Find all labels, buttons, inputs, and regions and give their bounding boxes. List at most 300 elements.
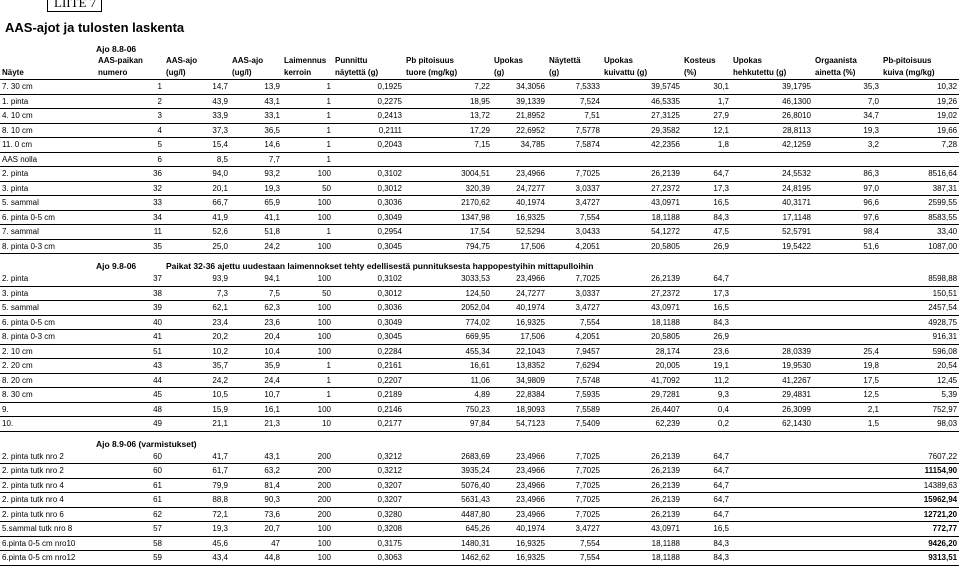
- table-cell: 46,5335: [602, 94, 682, 109]
- table-cell: 15962,94: [881, 493, 959, 508]
- table-cell: 34: [96, 210, 164, 225]
- table-cell: 34,3056: [492, 80, 547, 95]
- table-cell: 10,2: [164, 344, 230, 359]
- table-cell: 0,1925: [333, 80, 404, 95]
- blank-cell: [0, 438, 96, 450]
- table-cell: [731, 493, 813, 508]
- table-cell: 23,4966: [492, 478, 547, 493]
- table-cell: 100: [282, 167, 333, 182]
- table-row: [0, 551, 959, 566]
- table-cell: 7,554: [547, 551, 602, 566]
- table-cell: 0,3049: [333, 315, 404, 330]
- table-cell: 0,3280: [333, 507, 404, 522]
- section-label: Ajo 9.8-06: [96, 261, 137, 271]
- table-cell: 33,1: [230, 109, 282, 124]
- table-cell: 7,5409: [547, 417, 602, 432]
- table-cell: 26,8010: [731, 109, 813, 124]
- table-cell: 97,84: [404, 417, 492, 432]
- table-cell: 16,9325: [492, 315, 547, 330]
- table-row: [0, 286, 959, 301]
- table-cell: 98,03: [881, 417, 959, 432]
- column-header: (ug/l): [164, 67, 230, 80]
- table-cell: 29,7281: [602, 388, 682, 403]
- table-cell: 200: [282, 493, 333, 508]
- table-cell: 0,3036: [333, 196, 404, 211]
- table-cell: 0,3208: [333, 522, 404, 537]
- table-cell: [731, 450, 813, 464]
- table-cell: 18,9093: [492, 402, 547, 417]
- table-cell: 0,3049: [333, 210, 404, 225]
- table-cell: 0,3063: [333, 551, 404, 566]
- column-header: (%): [682, 67, 731, 80]
- table-cell: 0,2275: [333, 94, 404, 109]
- table-cell: 10: [282, 417, 333, 432]
- table-cell: 23,4966: [492, 507, 547, 522]
- table-cell: [731, 315, 813, 330]
- table-row: [0, 181, 959, 196]
- table-cell: 18,1188: [602, 536, 682, 551]
- table-cell: 19,3: [813, 123, 881, 138]
- table-cell: 3,4727: [547, 196, 602, 211]
- sample-name: 10.: [0, 417, 96, 432]
- table-cell: 455,34: [404, 344, 492, 359]
- table-cell: 0,2954: [333, 225, 404, 240]
- table-cell: 752,97: [881, 402, 959, 417]
- table-cell: 6: [96, 152, 164, 167]
- table-cell: 7,51: [547, 109, 602, 124]
- table-cell: 3,0337: [547, 181, 602, 196]
- sample-name: 2. pinta: [0, 272, 96, 286]
- table-cell: 26,9: [682, 239, 731, 254]
- table-cell: 36: [96, 167, 164, 182]
- table-row: [0, 330, 959, 345]
- column-header: Näyte: [0, 67, 96, 80]
- table-row: [0, 239, 959, 254]
- table-cell: 20,7: [230, 522, 282, 537]
- table-cell: 26,3099: [731, 402, 813, 417]
- table-cell: 18,1188: [602, 210, 682, 225]
- table-cell: 21,8952: [492, 109, 547, 124]
- table-cell: 5,39: [881, 388, 959, 403]
- table-cell: 2170,62: [404, 196, 492, 211]
- table-cell: 1: [282, 123, 333, 138]
- table-cell: 7,5589: [547, 402, 602, 417]
- section-label-row: [0, 438, 959, 450]
- table-row: [0, 478, 959, 493]
- table-cell: 1462,62: [404, 551, 492, 566]
- table-cell: 1: [282, 80, 333, 95]
- table-cell: [813, 315, 881, 330]
- table-cell: 11,2: [682, 373, 731, 388]
- table-cell: 43,4: [164, 551, 230, 566]
- column-header: ainetta (%): [813, 67, 881, 80]
- column-header: Kosteus: [684, 56, 716, 65]
- table-cell: 60: [96, 450, 164, 464]
- table-cell: 44: [96, 373, 164, 388]
- table-cell: 0,2413: [333, 109, 404, 124]
- section-label: Ajo 8.9-06 (varmistukset): [96, 438, 197, 449]
- table-cell: 41: [96, 330, 164, 345]
- table-cell: 26,2139: [602, 478, 682, 493]
- table-cell: 1087,00: [881, 239, 959, 254]
- table-cell: 0,3045: [333, 239, 404, 254]
- table-cell: 49: [96, 417, 164, 432]
- table-cell: 100: [282, 402, 333, 417]
- table-cell: 17,54: [404, 225, 492, 240]
- table-row: [0, 109, 959, 124]
- table-cell: 62: [96, 507, 164, 522]
- table-cell: [404, 152, 492, 167]
- table-cell: 645,26: [404, 522, 492, 537]
- table-cell: [813, 286, 881, 301]
- appendix-label: LIITE 7: [47, 0, 102, 12]
- sample-name: 2. pinta tutk nro 2: [0, 450, 96, 464]
- table-cell: 35: [96, 239, 164, 254]
- table-cell: [813, 551, 881, 566]
- table-row: [0, 138, 959, 153]
- table-cell: 27,2372: [602, 181, 682, 196]
- section-note: Paikat 32-36 ajettu uudestaan laimennokset tehty edellisestä punnituksesta happopestyihin mittapulloihin: [166, 261, 594, 271]
- table-cell: 0,2043: [333, 138, 404, 153]
- table-cell: 596,08: [881, 344, 959, 359]
- table-cell: 26,2139: [602, 493, 682, 508]
- table-cell: 24,7277: [492, 181, 547, 196]
- table-row: [0, 225, 959, 240]
- table-cell: 1,5: [813, 417, 881, 432]
- table-cell: 16,5: [682, 301, 731, 316]
- table-cell: 37: [96, 272, 164, 286]
- table-cell: 0,2111: [333, 123, 404, 138]
- table-row: [0, 123, 959, 138]
- table-cell: [881, 152, 959, 167]
- table-cell: 16,9325: [492, 210, 547, 225]
- table-cell: 7,7025: [547, 493, 602, 508]
- table-cell: 2,1: [813, 402, 881, 417]
- table-cell: 61: [96, 493, 164, 508]
- table-cell: 84,3: [682, 551, 731, 566]
- sample-name: 2. pinta tutk nro 4: [0, 478, 96, 493]
- table-cell: 64,7: [682, 167, 731, 182]
- table-cell: 7,7025: [547, 507, 602, 522]
- table-cell: 5076,40: [404, 478, 492, 493]
- table-cell: 19,26: [881, 94, 959, 109]
- table-cell: 774,02: [404, 315, 492, 330]
- table-cell: 23,4966: [492, 464, 547, 479]
- table-cell: 41,7: [164, 450, 230, 464]
- column-header: näytettä (g): [333, 67, 404, 80]
- table-row: [0, 152, 959, 167]
- table-cell: 4,89: [404, 388, 492, 403]
- table-cell: 23,6: [230, 315, 282, 330]
- table-cell: [813, 272, 881, 286]
- table-cell: 93,9: [164, 272, 230, 286]
- table-cell: 0,3012: [333, 181, 404, 196]
- table-cell: 100: [282, 551, 333, 566]
- results-table-body: [0, 43, 959, 565]
- column-header: Upokas: [604, 56, 633, 65]
- table-cell: [813, 536, 881, 551]
- table-cell: 669,95: [404, 330, 492, 345]
- table-cell: 3,0337: [547, 286, 602, 301]
- table-cell: 29,3582: [602, 123, 682, 138]
- sample-name: 6. pinta 0-5 cm: [0, 210, 96, 225]
- table-cell: 8516,64: [881, 167, 959, 182]
- table-cell: 32: [96, 181, 164, 196]
- table-row: [0, 272, 959, 286]
- column-header: Pb pitoisuus: [406, 56, 454, 65]
- table-cell: 27,9: [682, 109, 731, 124]
- table-cell: 0,3212: [333, 464, 404, 479]
- table-cell: 14,6: [230, 138, 282, 153]
- table-cell: [813, 507, 881, 522]
- table-cell: 1: [282, 225, 333, 240]
- table-cell: 18,1188: [602, 315, 682, 330]
- sample-name: 7. 30 cm: [0, 80, 96, 95]
- table-cell: 39,1339: [492, 94, 547, 109]
- table-cell: 64,7: [682, 450, 731, 464]
- table-cell: 26,9: [682, 330, 731, 345]
- table-row: [0, 417, 959, 432]
- table-cell: 43,0971: [602, 301, 682, 316]
- table-cell: 25,0: [164, 239, 230, 254]
- column-header: Upokas: [494, 56, 523, 65]
- sample-name: 6.pinta 0-5 cm nro12: [0, 551, 96, 566]
- table-cell: 100: [282, 239, 333, 254]
- table-cell: 3004,51: [404, 167, 492, 182]
- table-cell: 10,7: [230, 388, 282, 403]
- table-cell: 0,3012: [333, 286, 404, 301]
- table-cell: 60: [96, 464, 164, 479]
- table-cell: 0,2: [682, 417, 731, 432]
- table-cell: 11154,90: [881, 464, 959, 479]
- table-cell: 7,524: [547, 94, 602, 109]
- table-cell: 7,7025: [547, 272, 602, 286]
- sample-name: 2. pinta tutk nro 4: [0, 493, 96, 508]
- table-cell: 124,50: [404, 286, 492, 301]
- table-cell: 100: [282, 210, 333, 225]
- table-cell: 4,2051: [547, 330, 602, 345]
- table-cell: 16,5: [682, 522, 731, 537]
- table-cell: 1: [282, 94, 333, 109]
- table-cell: 19,3: [230, 181, 282, 196]
- table-cell: 43,0971: [602, 522, 682, 537]
- table-cell: 97,0: [813, 181, 881, 196]
- table-cell: 19,9530: [731, 359, 813, 374]
- table-cell: 51,8: [230, 225, 282, 240]
- table-cell: 52,6: [164, 225, 230, 240]
- table-cell: 21,3: [230, 417, 282, 432]
- table-row: [0, 536, 959, 551]
- table-row: [0, 522, 959, 537]
- table-row: [0, 493, 959, 508]
- table-cell: 84,3: [682, 210, 731, 225]
- table-cell: 7,6294: [547, 359, 602, 374]
- table-cell: 2052,04: [404, 301, 492, 316]
- table-cell: 12,5: [813, 388, 881, 403]
- table-cell: 22,6952: [492, 123, 547, 138]
- column-header: hehkutettu (g): [731, 67, 813, 80]
- table-cell: 18,95: [404, 94, 492, 109]
- table-cell: 100: [282, 315, 333, 330]
- table-cell: 772,77: [881, 522, 959, 537]
- table-cell: [731, 330, 813, 345]
- table-cell: 14,7: [164, 80, 230, 95]
- table-cell: 84,3: [682, 315, 731, 330]
- table-cell: 0,2161: [333, 359, 404, 374]
- table-cell: 5631,43: [404, 493, 492, 508]
- table-cell: 57: [96, 522, 164, 537]
- table-cell: 13,72: [404, 109, 492, 124]
- table-cell: 34,785: [492, 138, 547, 153]
- table-cell: 43,0971: [602, 196, 682, 211]
- table-cell: 150,51: [881, 286, 959, 301]
- table-cell: 7,15: [404, 138, 492, 153]
- sample-name: 8. 30 cm: [0, 388, 96, 403]
- table-cell: 8598,88: [881, 272, 959, 286]
- table-cell: 19,5422: [731, 239, 813, 254]
- table-cell: 45,6: [164, 536, 230, 551]
- column-header: Laimennus: [284, 56, 327, 65]
- table-cell: 7,7025: [547, 167, 602, 182]
- table-cell: 7,28: [881, 138, 959, 153]
- column-header: AAS-paikan: [98, 56, 143, 65]
- table-cell: 50: [282, 181, 333, 196]
- table-cell: 23,4966: [492, 493, 547, 508]
- table-cell: 7,9457: [547, 344, 602, 359]
- table-cell: [813, 493, 881, 508]
- table-cell: 1: [282, 109, 333, 124]
- table-row: [0, 80, 959, 95]
- table-row: [0, 94, 959, 109]
- table-cell: 2599,55: [881, 196, 959, 211]
- table-cell: 5: [96, 138, 164, 153]
- table-cell: 46,1300: [731, 94, 813, 109]
- table-cell: 62,3: [230, 301, 282, 316]
- table-row: [0, 359, 959, 374]
- table-cell: 22,1043: [492, 344, 547, 359]
- table-cell: 64,7: [682, 507, 731, 522]
- sample-name: 3. pinta: [0, 286, 96, 301]
- table-cell: 7,554: [547, 536, 602, 551]
- table-cell: 100: [282, 344, 333, 359]
- table-cell: [682, 152, 731, 167]
- sample-name: 5. sammal: [0, 301, 96, 316]
- table-cell: 51: [96, 344, 164, 359]
- table-cell: 26,2139: [602, 167, 682, 182]
- table-cell: 1,8: [682, 138, 731, 153]
- table-cell: 4,2051: [547, 239, 602, 254]
- sample-name: 2. pinta tutk nro 6: [0, 507, 96, 522]
- table-row: [0, 464, 959, 479]
- table-cell: [813, 522, 881, 537]
- table-cell: 23,6: [682, 344, 731, 359]
- table-cell: 24,7277: [492, 286, 547, 301]
- table-cell: 3,0433: [547, 225, 602, 240]
- table-cell: 28,174: [602, 344, 682, 359]
- column-header: numero: [96, 67, 164, 80]
- table-cell: 26,2139: [602, 450, 682, 464]
- table-cell: 23,4: [164, 315, 230, 330]
- table-cell: [731, 551, 813, 566]
- table-cell: 47: [230, 536, 282, 551]
- table-cell: [333, 152, 404, 167]
- table-cell: 7,7025: [547, 450, 602, 464]
- table-cell: 0,3036: [333, 301, 404, 316]
- table-cell: 27,3125: [602, 109, 682, 124]
- table-cell: 750,23: [404, 402, 492, 417]
- column-header: [0, 55, 96, 67]
- table-cell: 100: [282, 536, 333, 551]
- page-title: AAS-ajot ja tulosten laskenta: [5, 20, 185, 35]
- table-cell: [731, 286, 813, 301]
- table-cell: 10,4: [230, 344, 282, 359]
- table-cell: 7,7025: [547, 464, 602, 479]
- table-cell: 43,1: [230, 450, 282, 464]
- table-cell: [731, 522, 813, 537]
- table-cell: 1: [282, 359, 333, 374]
- table-cell: 8,5: [164, 152, 230, 167]
- table-cell: 0,2207: [333, 373, 404, 388]
- table-cell: 7,554: [547, 315, 602, 330]
- table-cell: 26,2139: [602, 272, 682, 286]
- table-cell: 43: [96, 359, 164, 374]
- table-cell: 19,1: [682, 359, 731, 374]
- table-cell: [813, 330, 881, 345]
- table-cell: 41,2267: [731, 373, 813, 388]
- table-cell: [731, 464, 813, 479]
- table-cell: [813, 478, 881, 493]
- table-cell: [731, 272, 813, 286]
- table-row: [0, 373, 959, 388]
- table-cell: 0,2146: [333, 402, 404, 417]
- table-cell: 41,9: [164, 210, 230, 225]
- table-cell: 7,7025: [547, 478, 602, 493]
- column-header: Näytettä: [549, 56, 581, 65]
- table-cell: 22,8384: [492, 388, 547, 403]
- table-cell: 23,4966: [492, 272, 547, 286]
- table-cell: 40,1974: [492, 196, 547, 211]
- table-cell: 17,29: [404, 123, 492, 138]
- column-header: AAS-ajo: [232, 56, 264, 65]
- table-cell: 7,5935: [547, 388, 602, 403]
- table-cell: [813, 450, 881, 464]
- sample-name: 2. pinta tutk nro 2: [0, 464, 96, 479]
- table-cell: 7,5748: [547, 373, 602, 388]
- table-cell: 19,66: [881, 123, 959, 138]
- table-cell: 61: [96, 478, 164, 493]
- table-cell: 30,1: [682, 80, 731, 95]
- table-cell: 43,1: [230, 94, 282, 109]
- section-label-row: [0, 260, 959, 272]
- table-cell: 100: [282, 330, 333, 345]
- table-cell: 1: [282, 373, 333, 388]
- table-cell: [731, 536, 813, 551]
- table-cell: 2457,54: [881, 301, 959, 316]
- table-cell: 7,0: [813, 94, 881, 109]
- table-cell: 1: [282, 138, 333, 153]
- sample-name: 2. 10 cm: [0, 344, 96, 359]
- table-cell: 10,32: [881, 80, 959, 95]
- sample-name: 5. sammal: [0, 196, 96, 211]
- table-cell: 1347,98: [404, 210, 492, 225]
- table-cell: 88,8: [164, 493, 230, 508]
- table-cell: 4: [96, 123, 164, 138]
- table-cell: 52,5791: [731, 225, 813, 240]
- column-header: tuore (mg/kg): [404, 67, 492, 80]
- table-cell: 43,9: [164, 94, 230, 109]
- table-cell: 96,6: [813, 196, 881, 211]
- table-cell: 28,0339: [731, 344, 813, 359]
